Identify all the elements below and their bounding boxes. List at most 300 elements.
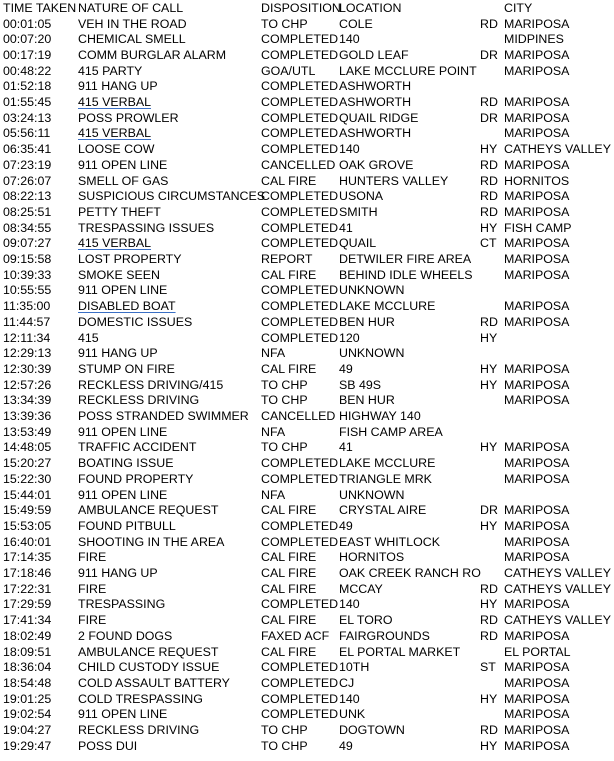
table-row xyxy=(0,299,614,315)
disposition-cell: COMPLETED xyxy=(261,518,339,533)
header-nature-of-call: NATURE OF CALL xyxy=(78,1,184,15)
nature-of-call-cell: POSS DUI xyxy=(78,738,138,753)
city-cell: MARIPOSA xyxy=(504,471,570,486)
nature-of-call-cell: CHEMICAL SMELL xyxy=(78,32,186,47)
nature-of-call-cell: AMBULANCE REQUEST xyxy=(78,503,219,518)
disposition-cell: CAL FIRE xyxy=(261,581,317,596)
nature-of-call-cell: POSS STRANDED SWIMMER xyxy=(78,409,249,423)
table-row xyxy=(0,425,614,441)
location-cell: DOGTOWN xyxy=(339,723,405,737)
nature-of-call-cell: SMELL OF GAS xyxy=(78,173,169,188)
nature-of-call-cell: 415 VERBAL xyxy=(78,126,152,141)
disposition-cell: CAL FIRE xyxy=(261,613,317,628)
time-cell: 18:02:49 xyxy=(3,628,52,643)
nature-of-call-cell: LOST PROPERTY xyxy=(78,252,182,266)
location-cell: LAKE MCCLURE xyxy=(339,299,436,314)
location-cell: 10TH xyxy=(339,660,370,675)
table-row xyxy=(0,48,614,64)
location-cell: OAK GROVE xyxy=(339,157,414,172)
city-cell: MARIPOSA xyxy=(504,189,570,204)
table-row xyxy=(0,488,614,504)
nature-of-call-cell: 911 HANG UP xyxy=(78,566,158,580)
table-row xyxy=(0,676,614,692)
disposition-cell: CAL FIRE xyxy=(261,173,317,188)
time-cell: 08:22:13 xyxy=(3,189,52,204)
city-cell: MARIPOSA xyxy=(504,503,570,518)
disposition-cell: COMPLETED xyxy=(261,47,339,62)
location-cell: FAIRGROUNDS xyxy=(339,628,430,643)
nature-of-call-cell: COMM BURGLAR ALARM xyxy=(78,47,227,62)
street-suffix-cell: DR xyxy=(480,110,498,125)
street-suffix-cell: RD xyxy=(480,613,498,628)
time-cell: 19:02:54 xyxy=(3,707,52,722)
disposition-cell: TO CHP xyxy=(261,393,308,408)
city-cell: MARIPOSA xyxy=(504,518,570,533)
nature-of-call-cell: LOOSE COW xyxy=(78,142,155,157)
table-row xyxy=(0,723,614,739)
city-cell: MARIPOSA xyxy=(504,550,570,565)
time-cell: 17:22:31 xyxy=(3,581,52,596)
disposition-cell: COMPLETED xyxy=(261,220,339,235)
location-cell: HORNITOS xyxy=(339,550,405,565)
disposition-cell: NFA xyxy=(261,487,286,502)
location-cell: EL PORTAL MARKET xyxy=(339,644,461,659)
city-cell: MARIPOSA xyxy=(504,393,570,408)
city-cell: MARIPOSA xyxy=(504,157,570,172)
time-cell: 12:57:26 xyxy=(3,377,52,392)
disposition-cell: REPORT xyxy=(261,252,313,266)
disposition-cell: COMPLETED xyxy=(261,330,339,345)
location-cell: 140 xyxy=(339,32,360,47)
time-cell: 18:09:51 xyxy=(3,644,52,659)
time-cell: 15:20:27 xyxy=(3,456,52,471)
city-cell: MARIPOSA xyxy=(504,299,570,314)
nature-of-call-cell: 911 HANG UP xyxy=(78,79,158,94)
street-suffix-cell: RD xyxy=(480,723,498,737)
table-row xyxy=(0,205,614,221)
time-cell: 00:48:22 xyxy=(3,63,52,78)
disposition-cell: COMPLETED xyxy=(261,471,339,486)
city-cell: MARIPOSA xyxy=(504,377,570,392)
city-cell: MARIPOSA xyxy=(504,707,570,722)
street-suffix-cell: DR xyxy=(480,503,498,518)
location-cell: 120 xyxy=(339,330,360,345)
time-cell: 07:26:07 xyxy=(3,173,52,188)
street-suffix-cell: HY xyxy=(480,220,498,235)
disposition-cell: COMPLETED xyxy=(261,204,339,219)
city-cell: MARIPOSA xyxy=(504,597,570,612)
table-row xyxy=(0,707,614,723)
location-cell: 140 xyxy=(339,142,360,157)
city-cell: MARIPOSA xyxy=(504,534,570,549)
disposition-cell: TO CHP xyxy=(261,738,308,753)
disposition-cell: TO CHP xyxy=(261,377,308,392)
table-row xyxy=(0,142,614,158)
table-row xyxy=(0,79,614,95)
disposition-cell: COMPLETED xyxy=(261,32,339,47)
header-city: CITY xyxy=(504,1,533,15)
disposition-cell: COMPLETED xyxy=(261,110,339,125)
disposition-cell: COMPLETED xyxy=(261,597,339,612)
time-cell: 15:49:59 xyxy=(3,503,52,518)
time-cell: 08:34:55 xyxy=(3,220,52,235)
disposition-cell: NFA xyxy=(261,346,286,361)
time-cell: 11:35:00 xyxy=(3,299,51,314)
table-row xyxy=(0,315,614,331)
time-cell: 09:15:58 xyxy=(3,252,52,266)
location-cell: ASHWORTH xyxy=(339,95,412,109)
table-row xyxy=(0,440,614,456)
time-cell: 03:24:13 xyxy=(3,110,52,125)
table-row xyxy=(0,126,614,142)
location-cell: DETWILER FIRE AREA xyxy=(339,252,472,266)
nature-of-call-cell: 415 VERBAL xyxy=(78,95,152,109)
city-cell: MARIPOSA xyxy=(504,236,570,251)
table-row xyxy=(0,17,614,33)
nature-of-call-cell: POSS PROWLER xyxy=(78,110,179,125)
street-suffix-cell: HY xyxy=(480,691,498,706)
time-cell: 10:55:55 xyxy=(3,283,52,298)
table-row xyxy=(0,629,614,645)
street-suffix-cell: HY xyxy=(480,440,498,455)
location-cell: CJ xyxy=(339,675,355,690)
nature-of-call-cell: PETTY THEFT xyxy=(78,204,161,219)
time-cell: 13:53:49 xyxy=(3,424,52,439)
time-cell: 19:01:25 xyxy=(3,691,52,706)
time-cell: 19:04:27 xyxy=(3,723,52,737)
city-cell: MARIPOSA xyxy=(504,267,570,282)
nature-of-call-cell: SMOKE SEEN xyxy=(78,267,160,282)
disposition-cell: FAXED ACF xyxy=(261,628,330,643)
street-suffix-cell: HY xyxy=(480,518,498,533)
disposition-cell: CAL FIRE xyxy=(261,503,317,518)
time-cell: 05:56:11 xyxy=(3,126,51,141)
street-suffix-cell: RD xyxy=(480,204,498,219)
city-cell: MARIPOSA xyxy=(504,440,570,455)
nature-of-call-cell: CHILD CUSTODY ISSUE xyxy=(78,660,220,675)
time-cell: 01:52:18 xyxy=(3,79,52,94)
street-suffix-cell: HY xyxy=(480,142,498,157)
city-cell: MARIPOSA xyxy=(504,675,570,690)
location-cell: BEN HUR xyxy=(339,393,395,408)
table-row xyxy=(0,362,614,378)
time-cell: 06:35:41 xyxy=(3,142,52,157)
location-cell: FISH CAMP AREA xyxy=(339,424,443,439)
city-cell: HORNITOS xyxy=(504,173,570,188)
nature-of-call-cell: 911 HANG UP xyxy=(78,346,158,361)
nature-of-call-cell: RECKLESS DRIVING xyxy=(78,393,200,408)
city-cell: MARIPOSA xyxy=(504,738,570,753)
table-row xyxy=(0,378,614,394)
nature-of-call-cell: DISABLED BOAT xyxy=(78,299,176,314)
table-row xyxy=(0,645,614,661)
location-cell: EL TORO xyxy=(339,613,393,628)
disposition-cell: CANCELLED xyxy=(261,157,336,172)
location-cell: BEHIND IDLE WHEELS xyxy=(339,267,473,282)
nature-of-call-cell: STUMP ON FIRE xyxy=(78,361,175,376)
location-cell: ASHWORTH xyxy=(339,79,412,94)
time-cell: 14:48:05 xyxy=(3,440,52,455)
nature-of-call-cell: FIRE xyxy=(78,550,107,565)
street-suffix-cell: DR xyxy=(480,47,498,62)
disposition-cell: TO CHP xyxy=(261,16,308,31)
nature-of-call-cell: TRESPASSING ISSUES xyxy=(78,220,215,235)
disposition-cell: CAL FIRE xyxy=(261,267,317,282)
nature-of-call-cell: 911 OPEN LINE xyxy=(78,424,168,439)
time-cell: 18:36:04 xyxy=(3,660,52,675)
disposition-cell: COMPLETED xyxy=(261,189,339,204)
nature-of-call-cell: 911 OPEN LINE xyxy=(78,157,168,172)
table-row xyxy=(0,158,614,174)
street-suffix-cell: RD xyxy=(480,95,498,109)
location-cell: QUAIL xyxy=(339,236,377,251)
time-cell: 15:53:05 xyxy=(3,518,52,533)
time-cell: 07:23:19 xyxy=(3,157,52,172)
disposition-cell: CAL FIRE xyxy=(261,550,317,565)
time-cell: 13:39:36 xyxy=(3,409,52,423)
table-row xyxy=(0,189,614,205)
city-cell: MARIPOSA xyxy=(504,63,570,78)
disposition-cell: COMPLETED xyxy=(261,675,339,690)
location-cell: 41 xyxy=(339,220,353,235)
street-suffix-cell: RD xyxy=(480,314,498,329)
disposition-cell: COMPLETED xyxy=(261,314,339,329)
location-cell: 49 xyxy=(339,738,353,753)
disposition-cell: COMPLETED xyxy=(261,534,339,549)
city-cell: EL PORTAL xyxy=(504,644,571,659)
location-cell: EAST WHITLOCK xyxy=(339,534,440,549)
nature-of-call-cell: 2 FOUND DOGS xyxy=(78,628,173,643)
table-row xyxy=(0,174,614,190)
time-cell: 17:29:59 xyxy=(3,597,52,612)
street-suffix-cell: CT xyxy=(480,236,497,251)
time-cell: 01:55:45 xyxy=(3,95,52,109)
table-row xyxy=(0,346,614,362)
city-cell: MARIPOSA xyxy=(504,691,570,706)
nature-of-call-cell: RECKLESS DRIVING xyxy=(78,723,200,737)
table-row xyxy=(0,613,614,629)
street-suffix-cell: RD xyxy=(480,16,498,31)
table-row xyxy=(0,660,614,676)
disposition-cell: COMPLETED xyxy=(261,236,339,251)
time-cell: 11:44:57 xyxy=(3,314,51,329)
nature-of-call-cell: 415 PARTY xyxy=(78,63,143,78)
street-suffix-cell: HY xyxy=(480,330,498,345)
street-suffix-cell: RD xyxy=(480,628,498,643)
location-cell: TRIANGLE MRK xyxy=(339,471,432,486)
disposition-cell: COMPLETED xyxy=(261,299,339,314)
table-row xyxy=(0,393,614,409)
time-cell: 17:41:34 xyxy=(3,613,52,628)
location-cell: UNKNOWN xyxy=(339,487,405,502)
disposition-cell: COMPLETED xyxy=(261,456,339,471)
street-suffix-cell: ST xyxy=(480,660,496,675)
nature-of-call-cell: FOUND PROPERTY xyxy=(78,471,194,486)
time-cell: 17:18:46 xyxy=(3,566,52,580)
table-row xyxy=(0,221,614,237)
city-cell: MARIPOSA xyxy=(504,126,570,141)
time-cell: 17:14:35 xyxy=(3,550,52,565)
disposition-cell: CAL FIRE xyxy=(261,566,317,580)
street-suffix-cell: RD xyxy=(480,581,498,596)
nature-of-call-cell: COLD TRESPASSING xyxy=(78,691,203,706)
table-row xyxy=(0,268,614,284)
nature-of-call-cell: TRESPASSING xyxy=(78,597,166,612)
table-row xyxy=(0,95,614,111)
disposition-cell: COMPLETED xyxy=(261,79,339,94)
nature-of-call-cell: FOUND PITBULL xyxy=(78,518,176,533)
nature-of-call-cell: FIRE xyxy=(78,613,107,628)
city-cell: CATHEYS VALLEY xyxy=(504,613,611,628)
street-suffix-cell: HY xyxy=(480,361,498,376)
time-cell: 15:22:30 xyxy=(3,471,52,486)
time-cell: 00:07:20 xyxy=(3,32,52,47)
city-cell: MIDPINES xyxy=(504,32,564,47)
table-row xyxy=(0,64,614,80)
city-cell: CATHEYS VALLEY xyxy=(504,566,611,580)
nature-of-call-cell: DOMESTIC ISSUES xyxy=(78,314,193,329)
time-cell: 16:40:01 xyxy=(3,534,52,549)
table-row xyxy=(0,472,614,488)
table-row xyxy=(0,739,614,755)
location-cell: 49 xyxy=(339,518,353,533)
header-location: LOCATION xyxy=(339,1,402,15)
time-cell: 09:07:27 xyxy=(3,236,52,251)
location-cell: ASHWORTH xyxy=(339,126,412,141)
table-row xyxy=(0,503,614,519)
city-cell: MARIPOSA xyxy=(504,95,570,109)
disposition-cell: COMPLETED xyxy=(261,707,339,722)
location-cell: LAKE MCCLURE xyxy=(339,456,436,471)
table-row xyxy=(0,283,614,299)
city-cell: MARIPOSA xyxy=(504,252,570,266)
nature-of-call-cell: RECKLESS DRIVING/415 xyxy=(78,377,224,392)
nature-of-call-cell: 911 OPEN LINE xyxy=(78,707,168,722)
time-cell: 10:39:33 xyxy=(3,267,52,282)
header-time-taken: TIME TAKEN xyxy=(3,1,77,15)
location-cell: MCCAY xyxy=(339,581,383,596)
disposition-cell: COMPLETED xyxy=(261,283,339,298)
street-suffix-cell: HY xyxy=(480,597,498,612)
location-cell: UNKNOWN xyxy=(339,346,405,361)
time-cell: 12:29:13 xyxy=(3,346,52,361)
location-cell: GOLD LEAF xyxy=(339,47,409,62)
city-cell: MARIPOSA xyxy=(504,16,570,31)
table-row xyxy=(0,252,614,268)
location-cell: 41 xyxy=(339,440,353,455)
nature-of-call-cell: 911 OPEN LINE xyxy=(78,487,168,502)
time-cell: 15:44:01 xyxy=(3,487,52,502)
street-suffix-cell: RD xyxy=(480,189,498,204)
location-cell: SB 49S xyxy=(339,377,382,392)
location-cell: UNKNOWN xyxy=(339,283,405,298)
city-cell: CATHEYS VALLEY xyxy=(504,142,611,157)
time-cell: 18:54:48 xyxy=(3,675,52,690)
location-cell: OAK CREEK RANCH RO xyxy=(339,566,481,580)
nature-of-call-cell: AMBULANCE REQUEST xyxy=(78,644,219,659)
disposition-cell: COMPLETED xyxy=(261,142,339,157)
header-row xyxy=(0,1,614,17)
location-cell: USONA xyxy=(339,189,384,204)
disposition-cell: COMPLETED xyxy=(261,95,339,109)
street-suffix-cell: RD xyxy=(480,173,498,188)
street-suffix-cell: RD xyxy=(480,157,498,172)
city-cell: MARIPOSA xyxy=(504,723,570,737)
location-cell: 140 xyxy=(339,691,360,706)
city-cell: MARIPOSA xyxy=(504,456,570,471)
table-row xyxy=(0,582,614,598)
city-cell: FISH CAMP xyxy=(504,220,572,235)
table-row xyxy=(0,236,614,252)
location-cell: QUAIL RIDGE xyxy=(339,110,419,125)
disposition-cell: TO CHP xyxy=(261,440,308,455)
table-row xyxy=(0,409,614,425)
table-row xyxy=(0,32,614,48)
nature-of-call-cell: BOATING ISSUE xyxy=(78,456,174,471)
table-row xyxy=(0,331,614,347)
street-suffix-cell: HY xyxy=(480,377,498,392)
street-suffix-cell: HY xyxy=(480,738,498,753)
city-cell: MARIPOSA xyxy=(504,110,570,125)
city-cell: MARIPOSA xyxy=(504,47,570,62)
table-row xyxy=(0,692,614,708)
table-row xyxy=(0,566,614,582)
location-cell: HUNTERS VALLEY xyxy=(339,173,449,188)
nature-of-call-cell: 415 xyxy=(78,330,99,345)
disposition-cell: GOA/UTL xyxy=(261,63,316,78)
nature-of-call-cell: SHOOTING IN THE AREA xyxy=(78,534,225,549)
disposition-cell: NFA xyxy=(261,424,286,439)
header-disposition: DISPOSITION xyxy=(261,1,341,15)
time-cell: 12:11:34 xyxy=(3,330,51,345)
city-cell: MARIPOSA xyxy=(504,314,570,329)
city-cell: MARIPOSA xyxy=(504,628,570,643)
time-cell: 19:29:47 xyxy=(3,738,52,753)
disposition-cell: COMPLETED xyxy=(261,126,339,141)
disposition-cell: CAL FIRE xyxy=(261,644,317,659)
nature-of-call-cell: VEH IN THE ROAD xyxy=(78,16,187,31)
location-cell: 49 xyxy=(339,361,353,376)
city-cell: MARIPOSA xyxy=(504,361,570,376)
table-row xyxy=(0,550,614,566)
table-row xyxy=(0,111,614,127)
location-cell: BEN HUR xyxy=(339,314,395,329)
time-cell: 00:17:19 xyxy=(3,47,52,62)
location-cell: COLE xyxy=(339,16,373,31)
location-cell: CRYSTAL AIRE xyxy=(339,503,427,518)
city-cell: MARIPOSA xyxy=(504,660,570,675)
nature-of-call-cell: 911 OPEN LINE xyxy=(78,283,168,298)
time-cell: 12:30:39 xyxy=(3,361,52,376)
disposition-cell: COMPLETED xyxy=(261,660,339,675)
disposition-cell: CAL FIRE xyxy=(261,361,317,376)
nature-of-call-cell: 415 VERBAL xyxy=(78,236,152,251)
nature-of-call-cell: TRAFFIC ACCIDENT xyxy=(78,440,197,455)
time-cell: 08:25:51 xyxy=(3,204,52,219)
location-cell: 140 xyxy=(339,597,360,612)
location-cell: UNK xyxy=(339,707,366,722)
nature-of-call-cell: COLD ASSAULT BATTERY xyxy=(78,675,230,690)
city-cell: MARIPOSA xyxy=(504,204,570,219)
location-cell: SMITH xyxy=(339,204,378,219)
time-cell: 00:01:05 xyxy=(3,16,52,31)
location-cell: LAKE MCCLURE POINT xyxy=(339,63,477,78)
nature-of-call-cell: SUSPICIOUS CIRCUMSTANCES xyxy=(78,189,266,204)
nature-of-call-cell: FIRE xyxy=(78,581,107,596)
table-row xyxy=(0,456,614,472)
time-cell: 13:34:39 xyxy=(3,393,52,408)
city-cell: CATHEYS VALLEY xyxy=(504,581,611,596)
